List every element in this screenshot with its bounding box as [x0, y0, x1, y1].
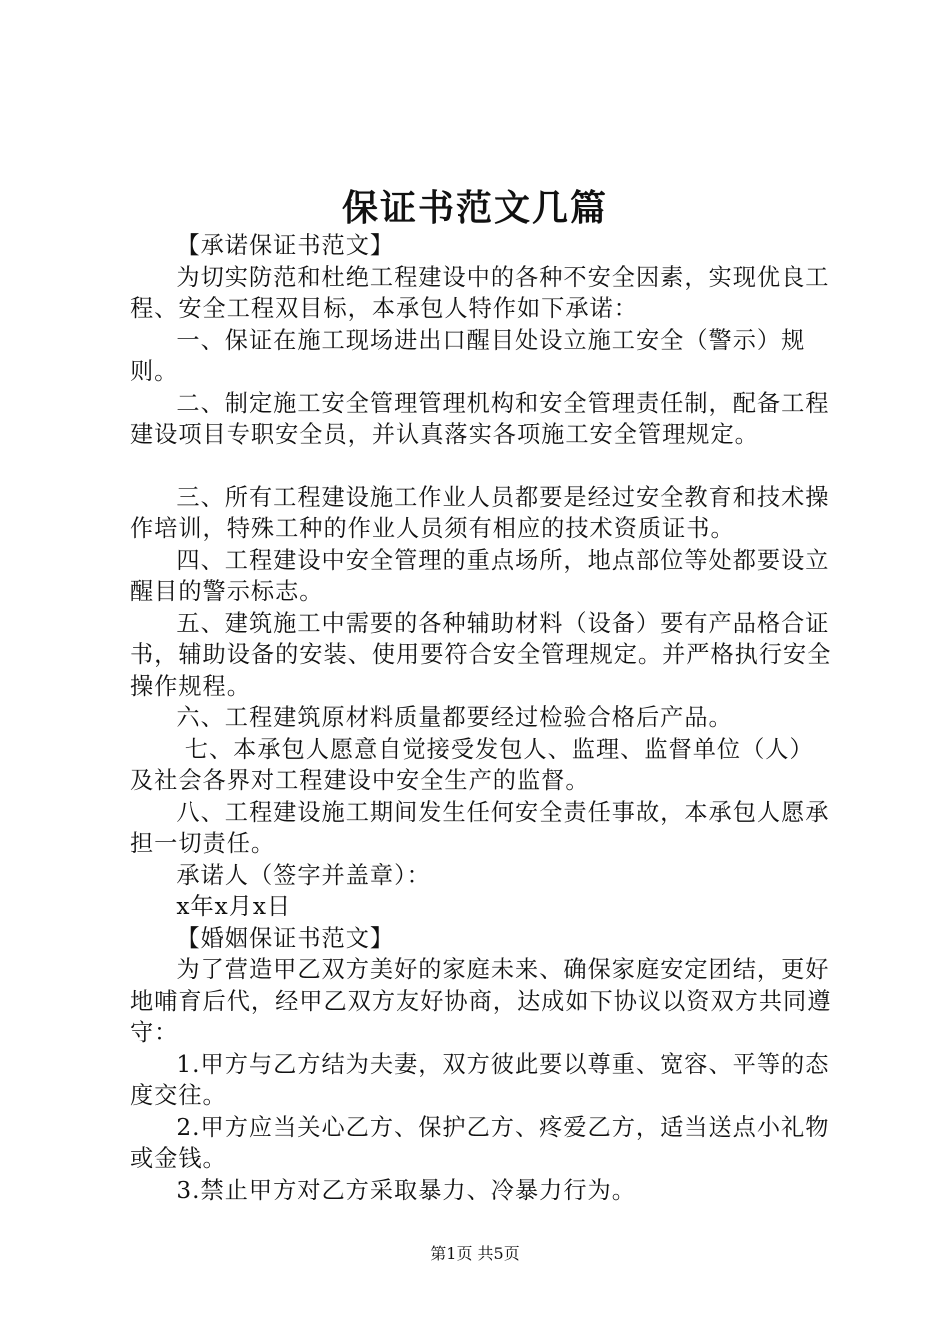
page-number-footer: 第1页 共5页 [430, 1244, 520, 1263]
paragraph-item-2: 二、制定施工安全管理管理机构和安全管理责任制，配备工程建设项目专职安全员，并认真落实各项施工安全管理规定。 [130, 389, 830, 448]
paragraph-item-1: 一、保证在施工现场进出口醒目处设立施工安全（警示）规则。 [130, 326, 806, 385]
section-heading-marriage: 【婚姻保证书范文】 [176, 924, 395, 952]
paragraph-item-7: 七、本承包人愿意自觉接受发包人、监理、监督单位（人）及社会各界对工程建设中安全生产的监督。 [130, 735, 814, 794]
paragraph-intro: 为切实防范和杜绝工程建设中的各种不安全因素，实现优良工程、安全工程双目标，本承包人特作如下承诺： [130, 263, 830, 322]
section-heading-commitment: 【承诺保证书范文】 [176, 232, 395, 259]
paragraph-marriage-3: 3.禁止甲方对乙方采取暴力、冷暴力行为。 [176, 1176, 636, 1204]
document-body [130, 230, 835, 1206]
document-title: 保证书范文几篇 [341, 187, 608, 229]
paragraph-item-3: 三、所有工程建设施工作业人员都要是经过安全教育和技术操作培训，特殊工种的作业人员须有相应的技术资质证书。 [130, 483, 830, 542]
paragraph-item-6: 六、工程建筑原材料质量都要经过检验合格后产品。 [176, 704, 733, 731]
paragraph-marriage-1: 1.甲方与乙方结为夫妻，双方彼此要以尊重、宽容、平等的态度交往。 [130, 1050, 830, 1109]
signature-line: 承诺人（签字并盖章）： [176, 861, 431, 889]
date-line: x年x月x日 [176, 893, 292, 920]
paragraph-item-8: 八、工程建设施工期间发生任何安全责任事故，本承包人愿承担一切责任。 [130, 798, 830, 857]
paragraph-marriage-2: 2.甲方应当关心乙方、保护乙方、疼爱乙方，适当送点小礼物或金钱。 [130, 1113, 830, 1172]
paragraph-item-5: 五、建筑施工中需要的各种辅助材料（设备）要有产品格合证书，辅助设备的安装、使用要符合安全管理规定。并严格执行安全操作规程。 [130, 609, 832, 700]
paragraph-marriage-intro: 为了营造甲乙双方美好的家庭未来、确保家庭安定团结，更好地哺育后代，经甲乙双方友好协商，达成如下协议以资双方共同遵守： [130, 956, 832, 1046]
paragraph-item-4: 四、工程建设中安全管理的重点场所，地点部位等处都要设立醒目的警示标志。 [130, 546, 830, 605]
